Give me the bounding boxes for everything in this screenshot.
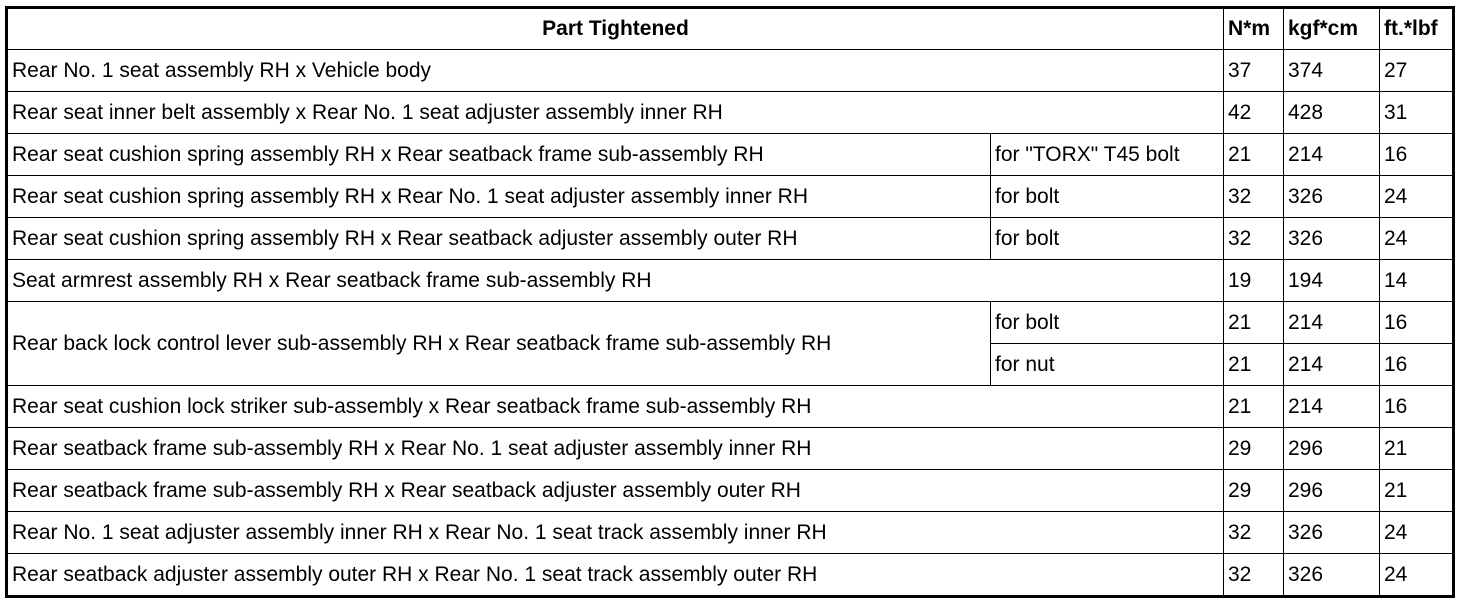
- kgf-cell: 326: [1284, 554, 1380, 597]
- ft-cell: 31: [1380, 92, 1454, 134]
- kgf-cell: 214: [1284, 386, 1380, 428]
- table-row: [7, 428, 1454, 470]
- note-cell: for bolt: [991, 302, 1224, 344]
- kgf-cell: 214: [1284, 344, 1380, 386]
- kgf-cell: 326: [1284, 218, 1380, 260]
- table-row: [7, 50, 1454, 92]
- header-part-tightened: Part Tightened: [7, 8, 1224, 50]
- table-row: [7, 386, 1454, 428]
- ft-cell: 16: [1380, 302, 1454, 344]
- table-header-row: [7, 8, 1454, 50]
- header-nm: N*m: [1224, 8, 1284, 50]
- nm-cell: 19: [1224, 260, 1284, 302]
- nm-cell: 29: [1224, 428, 1284, 470]
- table-row: [7, 302, 1454, 344]
- nm-cell: 21: [1224, 386, 1284, 428]
- part-cell: Rear seat cushion lock striker sub-assembly x Rear seatback frame sub-assembly RH: [7, 386, 1224, 428]
- table-row: [7, 218, 1454, 260]
- part-cell: Rear seat cushion spring assembly RH x Rear seatback frame sub-assembly RH: [7, 134, 991, 176]
- ft-cell: 27: [1380, 50, 1454, 92]
- ft-cell: 14: [1380, 260, 1454, 302]
- header-ft-lbf: ft.*lbf: [1380, 8, 1454, 50]
- kgf-cell: 428: [1284, 92, 1380, 134]
- table-row: [7, 554, 1454, 597]
- part-cell: Rear seatback frame sub-assembly RH x Rear seatback adjuster assembly outer RH: [7, 470, 1224, 512]
- kgf-cell: 194: [1284, 260, 1380, 302]
- torque-specification-table: [5, 6, 1455, 598]
- nm-cell: 29: [1224, 470, 1284, 512]
- nm-cell: 21: [1224, 134, 1284, 176]
- ft-cell: 16: [1380, 134, 1454, 176]
- table-row: [7, 176, 1454, 218]
- ft-cell: 21: [1380, 470, 1454, 512]
- part-cell: Rear No. 1 seat adjuster assembly inner RH x Rear No. 1 seat track assembly inner RH: [7, 512, 1224, 554]
- kgf-cell: 296: [1284, 428, 1380, 470]
- header-kgf-cm: kgf*cm: [1284, 8, 1380, 50]
- ft-cell: 16: [1380, 386, 1454, 428]
- kgf-cell: 326: [1284, 512, 1380, 554]
- ft-cell: 24: [1380, 554, 1454, 597]
- nm-cell: 42: [1224, 92, 1284, 134]
- table-row: [7, 260, 1454, 302]
- nm-cell: 21: [1224, 344, 1284, 386]
- note-cell: for "TORX" T45 bolt: [991, 134, 1224, 176]
- note-cell: for bolt: [991, 176, 1224, 218]
- part-cell: Rear seatback adjuster assembly outer RH x Rear No. 1 seat track assembly outer RH: [7, 554, 1224, 597]
- part-cell: Rear back lock control lever sub-assembly RH x Rear seatback frame sub-assembly RH: [7, 302, 991, 386]
- nm-cell: 32: [1224, 176, 1284, 218]
- nm-cell: 32: [1224, 554, 1284, 597]
- nm-cell: 37: [1224, 50, 1284, 92]
- nm-cell: 32: [1224, 218, 1284, 260]
- kgf-cell: 214: [1284, 302, 1380, 344]
- part-cell: Rear seat cushion spring assembly RH x Rear seatback adjuster assembly outer RH: [7, 218, 991, 260]
- ft-cell: 16: [1380, 344, 1454, 386]
- part-cell: Rear seatback frame sub-assembly RH x Rear No. 1 seat adjuster assembly inner RH: [7, 428, 1224, 470]
- table-row: [7, 470, 1454, 512]
- part-cell: Rear seat cushion spring assembly RH x Rear No. 1 seat adjuster assembly inner RH: [7, 176, 991, 218]
- ft-cell: 21: [1380, 428, 1454, 470]
- part-cell: Seat armrest assembly RH x Rear seatback frame sub-assembly RH: [7, 260, 1224, 302]
- ft-cell: 24: [1380, 176, 1454, 218]
- ft-cell: 24: [1380, 512, 1454, 554]
- nm-cell: 21: [1224, 302, 1284, 344]
- note-cell: for bolt: [991, 218, 1224, 260]
- ft-cell: 24: [1380, 218, 1454, 260]
- part-cell: Rear seat inner belt assembly x Rear No. 1 seat adjuster assembly inner RH: [7, 92, 1224, 134]
- kgf-cell: 214: [1284, 134, 1380, 176]
- table-row: [7, 134, 1454, 176]
- kgf-cell: 326: [1284, 176, 1380, 218]
- table-row: [7, 512, 1454, 554]
- note-cell: for nut: [991, 344, 1224, 386]
- torque-table-container: [5, 6, 1455, 598]
- kgf-cell: 374: [1284, 50, 1380, 92]
- part-cell: Rear No. 1 seat assembly RH x Vehicle body: [7, 50, 1224, 92]
- nm-cell: 32: [1224, 512, 1284, 554]
- kgf-cell: 296: [1284, 470, 1380, 512]
- table-row: [7, 92, 1454, 134]
